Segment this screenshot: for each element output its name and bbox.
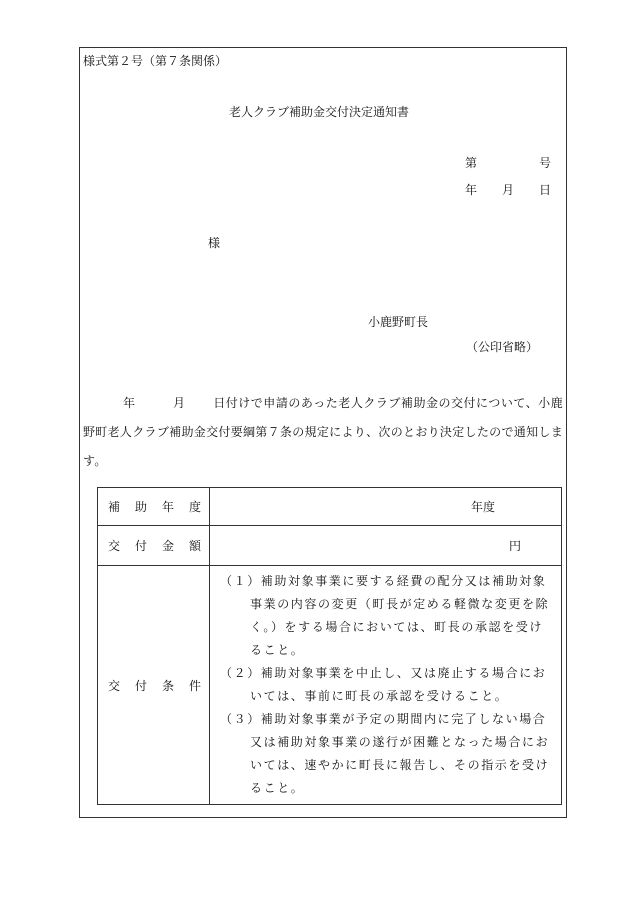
reference-number-prefix: 第 — [465, 156, 478, 170]
condition-item-2: （２）補助対象事業を中止し、又は廃止する場合においては、事前に町長の承認を受けること。 — [220, 666, 547, 703]
form-id: 様式第２号（第７条関係） — [83, 54, 228, 68]
row-label-conditions: 交 付 条 件 — [98, 566, 210, 805]
document-title: 老人クラブ補助金交付決定通知書 — [229, 105, 410, 119]
row-label-grant-amount: 交 付 金 額 — [98, 526, 210, 566]
body-text: 日付けで申請のあった老人クラブ補助金の交付について、小鹿野町老人クラブ補助金交付要綱第７条の規定により、次のとおり決定したので通知します。 — [83, 396, 563, 468]
seal-note: （公印省略） — [466, 340, 539, 354]
issue-date-year: 年 — [465, 183, 478, 197]
reference-number-suffix: 号 — [538, 156, 551, 170]
grant-table — [97, 487, 562, 805]
body-month: 月 — [173, 396, 186, 410]
recipient-honorific: 様 — [208, 236, 221, 250]
condition-item-1: （１）補助対象事業に要する経費の配分又は補助対象事業の内容の変更（町長が定める軽微な変更を除く。）をする場合においては、町長の承認を受けること。 — [220, 574, 550, 657]
issue-date-month: 月 — [501, 183, 514, 197]
notice-body — [83, 389, 563, 476]
reference-number — [465, 157, 551, 169]
table-row — [98, 488, 562, 526]
grant-amount-value: 円 — [210, 526, 562, 566]
issue-date — [465, 184, 551, 196]
table-row — [98, 526, 562, 566]
condition-item-3: （３）補助対象事業が予定の期間内に完了しない場合又は補助対象事業の遂行が困難となった場合においては、速やかに町長に報告し、その指示を受けること。 — [220, 712, 550, 795]
fiscal-year-value: 年度 — [210, 488, 562, 526]
table-row — [98, 566, 562, 805]
body-year: 年 — [123, 396, 136, 410]
issuer-name: 小鹿野町長 — [368, 315, 429, 329]
issue-date-day: 日 — [538, 183, 551, 197]
conditions-list — [210, 566, 561, 804]
row-label-fiscal-year: 補 助 年 度 — [98, 488, 210, 526]
conditions-cell — [210, 566, 562, 805]
